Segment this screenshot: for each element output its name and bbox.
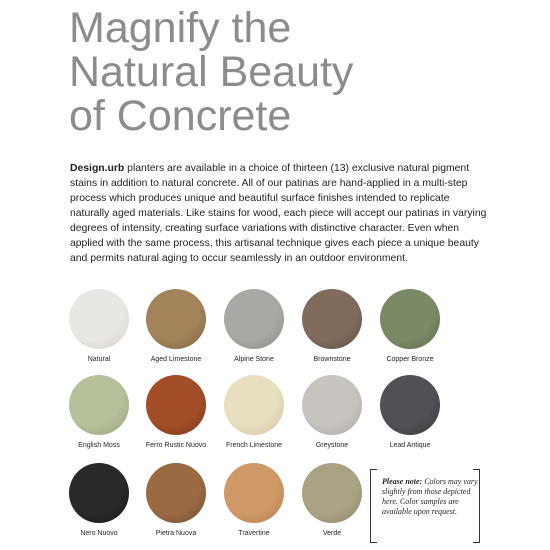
intro-body: planters are available in a choice of thirteen (13) exclusive natural pigment stains in addition to natural concrete. All of our patinas are hand-applied in a multi-step process which produces unique and beautiful surface finishes intended to replicate naturally aged materials. Like stains for wood, each piece will accept our patinas in varying degrees of intensity, creating surface variations with distinctive character. Even when applied with the same process, this artisanal technique gives each piece a unique beauty and permits natural aging to occur seamlessly in an outdoor environment. <box>70 163 487 264</box>
swatch-label: Ferro Rustic Nuovo <box>145 442 207 449</box>
swatch-color-circle <box>146 463 206 523</box>
swatch-label: Natural <box>87 356 111 363</box>
swatch-color-circle <box>380 375 440 435</box>
swatch-item <box>294 289 370 364</box>
swatch-item <box>372 375 448 450</box>
swatch-label: Brownstone <box>313 356 351 363</box>
swatch-color-circle <box>69 463 129 523</box>
swatch-item <box>294 375 370 450</box>
swatch-item <box>294 463 370 538</box>
swatch-color-circle <box>69 375 129 435</box>
swatch-color-circle <box>146 375 206 435</box>
swatch-color-circle <box>146 289 206 349</box>
swatch-item <box>216 375 292 450</box>
swatch-item <box>61 463 137 538</box>
note-bracket-right <box>473 469 480 543</box>
swatch-color-circle <box>224 375 284 435</box>
headline-line-1: Magnify the <box>69 4 292 52</box>
swatch-item <box>61 289 137 364</box>
color-note <box>370 469 480 545</box>
swatch-item <box>216 463 292 538</box>
swatch-label: Nero Nuovo <box>80 530 118 537</box>
swatch-color-circle <box>302 463 362 523</box>
swatch-color-circle <box>69 289 129 349</box>
note-bracket-left <box>370 469 377 543</box>
swatch-label: Lead Antique <box>389 442 431 449</box>
swatch-color-circle <box>380 289 440 349</box>
intro-paragraph <box>70 161 490 266</box>
headline-line-3: of Concrete <box>69 92 292 140</box>
page-headline <box>69 6 509 138</box>
note-text <box>382 477 480 517</box>
swatch-item <box>216 289 292 364</box>
swatch-color-circle <box>224 289 284 349</box>
swatch-color-circle <box>302 289 362 349</box>
swatch-color-circle <box>224 463 284 523</box>
swatch-label: English Moss <box>78 442 120 449</box>
swatch-label: Copper Bronze <box>386 356 434 363</box>
brand-name: Design.urb <box>70 163 125 174</box>
swatch-item <box>138 289 214 364</box>
swatch-item <box>138 463 214 538</box>
swatch-label: Verde <box>322 530 342 537</box>
swatch-label: Aged Limestone <box>150 356 202 363</box>
note-body: Colors may vary slightly from those depicted here. Color samples are available upon request. <box>382 477 478 516</box>
swatch-label: Greystone <box>315 442 349 449</box>
swatch-label: Alpine Stone <box>234 356 274 363</box>
swatch-item <box>138 375 214 450</box>
swatch-label: Pietra Nuova <box>155 530 197 537</box>
swatch-color-circle <box>302 375 362 435</box>
swatch-label: French Limestone <box>225 442 283 449</box>
swatch-item <box>61 375 137 450</box>
headline-line-2: Natural Beauty <box>69 48 354 96</box>
swatch-item <box>372 289 448 364</box>
swatch-label: Travertine <box>238 530 270 537</box>
note-lead: Please note: <box>382 477 423 486</box>
